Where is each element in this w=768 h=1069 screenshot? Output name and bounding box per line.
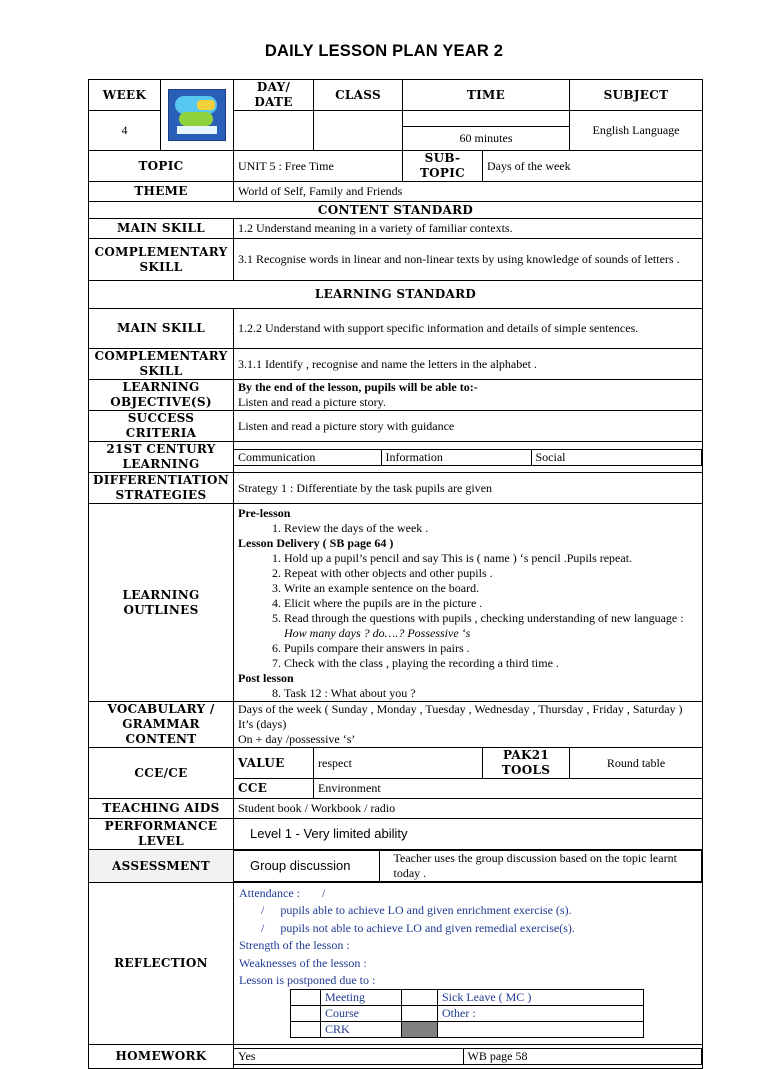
pak21-tools-value: Round table [570,748,703,779]
objectives-intro: By the end of the lesson, pupils will be able to:- [238,380,478,394]
cce-value: Environment [314,779,703,799]
attendance-label: Attendance : [239,886,300,900]
performance-level-label: PERFORMANCE LEVEL [89,819,234,850]
reason-meeting: Meeting [321,990,402,1006]
topic-value: UNIT 5 : Free Time [234,151,403,182]
homework-cell [234,1045,703,1069]
vocabulary-line: On + day /possessive ‘s’ [238,732,356,746]
post-lesson-list [238,686,698,701]
list-item: 1. Review the days of the week . [284,521,698,536]
list-item-text: Read through the questions with pupils , checking understanding of new language : [284,611,684,625]
week-value: 4 [89,111,161,151]
vocabulary-line: It’s (days) [238,717,287,731]
reflection-enrichment-text: pupils able to achieve LO and given enrichment exercise (s). [280,903,572,918]
vocabulary-cell [234,702,703,748]
checkbox-cell[interactable] [402,1006,438,1022]
century-learning-cell [234,442,703,473]
post-lesson-heading: Post lesson [238,671,294,685]
assessment-cell [234,850,703,883]
checkbox-cell[interactable] [291,990,321,1006]
cs-complementary-skill-value: 3.1 Recognise words in linear and non-linear texts by using knowledge of sounds of letters . [234,239,703,281]
reason-crk: CRK [321,1022,402,1038]
sub-topic-value: Days of the week [483,151,703,182]
value-label: VALUE [234,748,314,779]
weakness-line: Weaknesses of the lesson : [239,955,367,970]
list-item: 2. Repeat with other objects and other pupils . [284,566,698,581]
textbook-logo-icon [168,89,226,141]
page-title: DAILY LESSON PLAN YEAR 2 [264,42,504,60]
pak21-tools-label: PAK21 TOOLS [483,748,570,779]
time-value: 60 minutes [403,127,570,151]
list-item [284,611,698,641]
pre-lesson-list [238,521,698,536]
class-label: CLASS [314,80,403,111]
teaching-aids-value: Student book / Workbook / radio [234,799,703,819]
pre-lesson-heading: Pre-lesson [238,506,291,520]
cs-complementary-skill-label: COMPLEMENTARY SKILL [89,239,234,281]
sub-topic-label: SUB-TOPIC [403,151,483,182]
time-blank-cell [403,111,570,127]
lesson-delivery-list [238,551,698,671]
list-item: 1. Hold up a pupil’s pencil and say This is ( name ) ‘s pencil .Pupils repeat. [284,551,698,566]
theme-label: THEME [89,182,234,202]
vocabulary-line: Days of the week ( Sunday , Monday , Tuesday , Wednesday , Thursday , Friday , Saturday ) [238,702,683,716]
reflection-slash: / [261,920,265,935]
list-item: 4. Elicit where the pupils are in the picture . [284,596,698,611]
objectives-label: LEARNING OBJECTIVE(S) [89,380,234,411]
attendance-slash: / [321,886,326,900]
cs-main-skill-label: MAIN SKILL [89,219,234,239]
reflection-remedial-line [239,920,702,937]
learning-outlines-cell [234,504,703,702]
differentiation-value: Strategy 1 : Differentiate by the task pupils are given [234,473,703,504]
ls-main-skill-value: 1.2.2 Understand with support specific information and details of simple sentences. [234,309,703,349]
homework-value: Yes [234,1049,463,1065]
empty-cell [438,1022,644,1038]
ls-complementary-skill-value: 3.1.1 Identify , recognise and name the letters in the alphabet . [234,349,703,380]
success-criteria-label: SUCCESS CRITERIA [89,411,234,442]
list-item: 3. Write an example sentence on the board. [284,581,698,596]
lesson-delivery-heading: Lesson Delivery ( SB page 64 ) [238,536,394,550]
cce-label: CCE [234,779,314,799]
list-item-italic: How many days ? do….? Possessive ‘s [284,626,471,640]
century-item-information: Information [381,449,531,465]
century-learning-label: 21ST CENTURY LEARNING [89,442,234,473]
theme-value: World of Self, Family and Friends [234,182,703,202]
list-item: 8. Task 12 : What about you ? [284,686,698,701]
century-item-social: Social [531,449,702,465]
reflection-enrichment-line [239,902,702,919]
class-value [314,111,403,151]
reason-sick-leave: Sick Leave ( MC ) [438,990,644,1006]
list-item: 6. Pupils compare their answers in pairs . [284,641,698,656]
attendance-line [239,885,702,902]
list-item: 7. Check with the class , playing the recording a third time . [284,656,698,671]
cce-ce-label: CCE/CE [89,748,234,799]
subject-value: English Language [570,111,703,151]
century-item-communication: Communication [234,449,381,465]
checkbox-cell[interactable] [291,1006,321,1022]
topic-label: TOPIC [89,151,234,182]
homework-note: WB page 58 [463,1049,702,1065]
assessment-value: Group discussion [234,851,379,882]
day-date-label: DAY/ DATE [234,80,314,111]
performance-level-value: Level 1 - Very limited ability [234,819,703,850]
content-standard-heading: CONTENT STANDARD [89,202,703,219]
value-value: respect [314,748,483,779]
ls-complementary-skill-label: COMPLEMENTARY SKILL [89,349,234,380]
assessment-label: ASSESSMENT [89,850,234,883]
differentiation-label: DIFFERENTIATION STRATEGIES [89,473,234,504]
learning-outlines-label: LEARNING OUTLINES [89,504,234,702]
reason-course: Course [321,1006,402,1022]
assessment-note: Teacher uses the group discussion based on the topic learnt today . [379,851,702,882]
learning-standard-heading: LEARNING STANDARD [89,281,703,309]
objectives-cell [234,380,703,411]
teaching-aids-label: TEACHING AIDS [89,799,234,819]
reason-other: Other : [438,1006,644,1022]
week-label: WEEK [89,80,161,111]
postponed-reasons-table [290,989,644,1038]
success-criteria-value: Listen and read a picture story with guidance [234,411,703,442]
shaded-cell [402,1022,438,1038]
day-date-value [234,111,314,151]
cs-main-skill-value: 1.2 Understand meaning in a variety of familiar contexts. [234,219,703,239]
homework-label: HOMEWORK [89,1045,234,1069]
postponed-line: Lesson is postponed due to : [239,972,376,987]
checkbox-cell[interactable] [402,990,438,1006]
lesson-plan-table [88,79,703,1069]
reflection-remedial-text: pupils not able to achieve LO and given remedial exercise(s). [280,920,575,935]
reflection-cell [234,883,703,1045]
vocabulary-label: VOCABULARY / GRAMMAR CONTENT [89,702,234,748]
textbook-cover-image [161,80,234,151]
reflection-label: REFLECTION [89,883,234,1045]
subject-label: SUBJECT [570,80,703,111]
strength-line: Strength of the lesson : [239,938,350,953]
ls-main-skill-label: MAIN SKILL [89,309,234,349]
reflection-slash: / [261,903,265,918]
objectives-text: Listen and read a picture story. [238,395,386,409]
time-label: TIME [403,80,570,111]
checkbox-cell[interactable] [291,1022,321,1038]
